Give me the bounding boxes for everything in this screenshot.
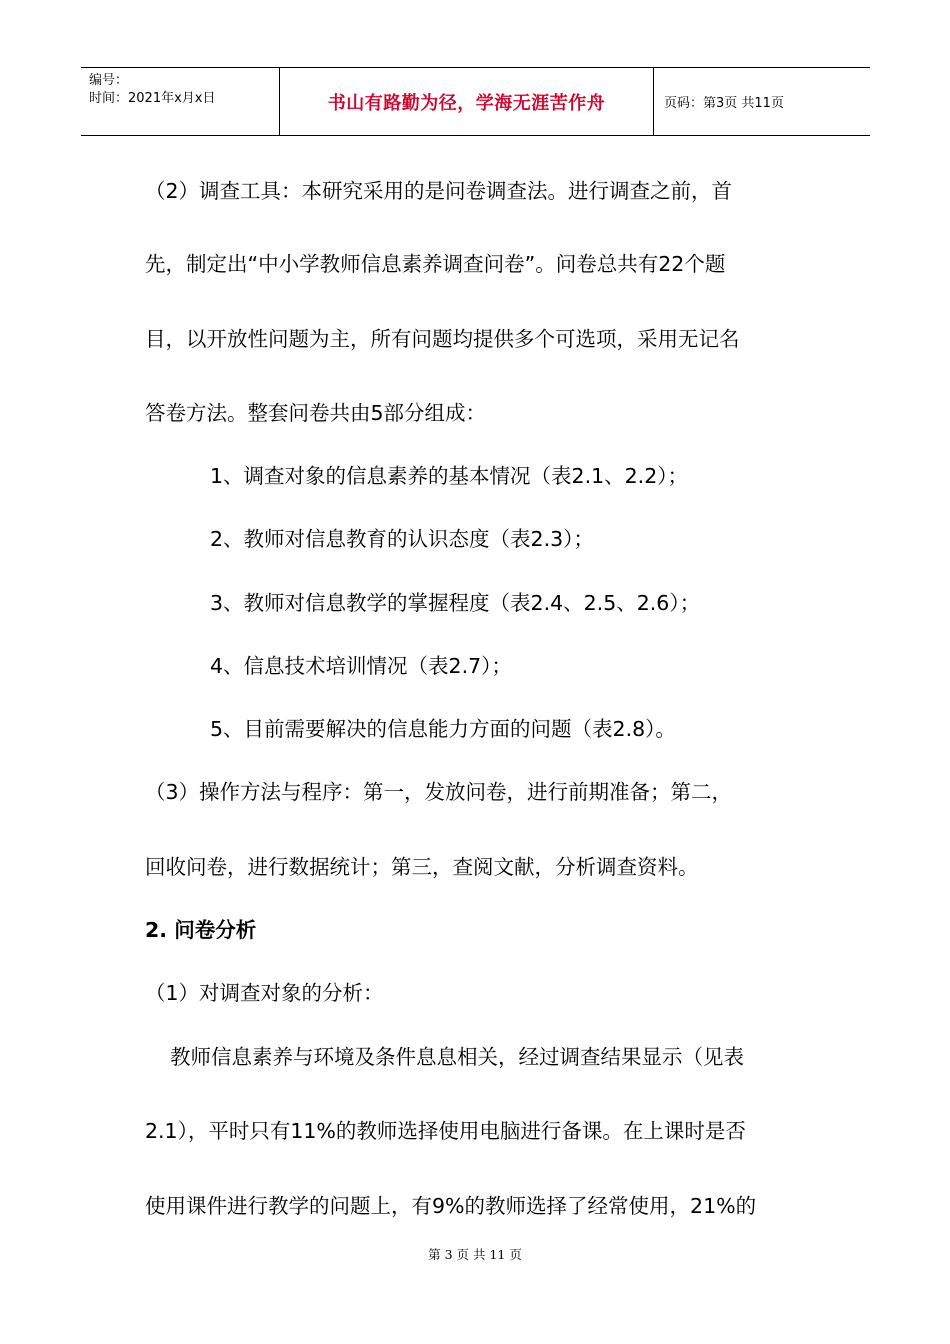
list-item: 3、教师对信息教学的掌握程度（表2.4、2.5、2.6）；	[210, 591, 701, 615]
number-label: 编号：	[89, 73, 129, 88]
paragraph-line: 先，制定出“中小学教师信息素养调查问卷”。问卷总共有22个题	[145, 252, 726, 276]
header-table	[81, 67, 870, 136]
header-page-code: 页码：第3页 共11页	[664, 96, 784, 111]
paragraph-line: 回收问卷，进行数据统计；第三，查阅文献，分析调查资料。	[145, 855, 699, 879]
list-item: 1、调查对象的信息素养的基本情况（表2.1、2.2）；	[210, 464, 688, 488]
list-item: 5、目前需要解决的信息能力方面的问题（表2.8）。	[210, 717, 676, 741]
header-motto: 书山有路勤为径，学海无涯苦作舟	[280, 68, 654, 135]
paragraph-line: 2.1），平时只有11%的教师选择使用电脑进行备课。在上课时是否	[145, 1119, 746, 1143]
paragraph-line: （2）调查工具：本研究采用的是问卷调查法。进行调查之前，首	[145, 179, 733, 203]
time-label: 时间：2021年x月x日	[89, 91, 216, 106]
section-heading: 2. 问卷分析	[145, 918, 257, 942]
page-footer: 第 3 页 共 11 页	[428, 1247, 522, 1262]
header-info-cell	[81, 68, 280, 135]
paragraph-line: 答卷方法。整套问卷共由5部分组成：	[145, 401, 487, 425]
paragraph-line: 教师信息素养与环境及条件息息相关，经过调查结果显示（见表	[170, 1045, 744, 1069]
paragraph-line: （3）操作方法与程序：第一，发放问卷，进行前期准备；第二，	[145, 780, 733, 804]
paragraph-line: 使用课件进行教学的问题上，有9%的教师选择了经常使用，21%的	[145, 1194, 757, 1218]
subsection-heading: （1）对调查对象的分析：	[145, 981, 384, 1005]
paragraph-line: 目，以开放性问题为主，所有问题均提供多个可选项，采用无记名	[145, 327, 740, 351]
list-item: 2、教师对信息教育的认识态度（表2.3）；	[210, 527, 594, 551]
list-item: 4、信息技术培训情况（表2.7）；	[210, 654, 512, 678]
